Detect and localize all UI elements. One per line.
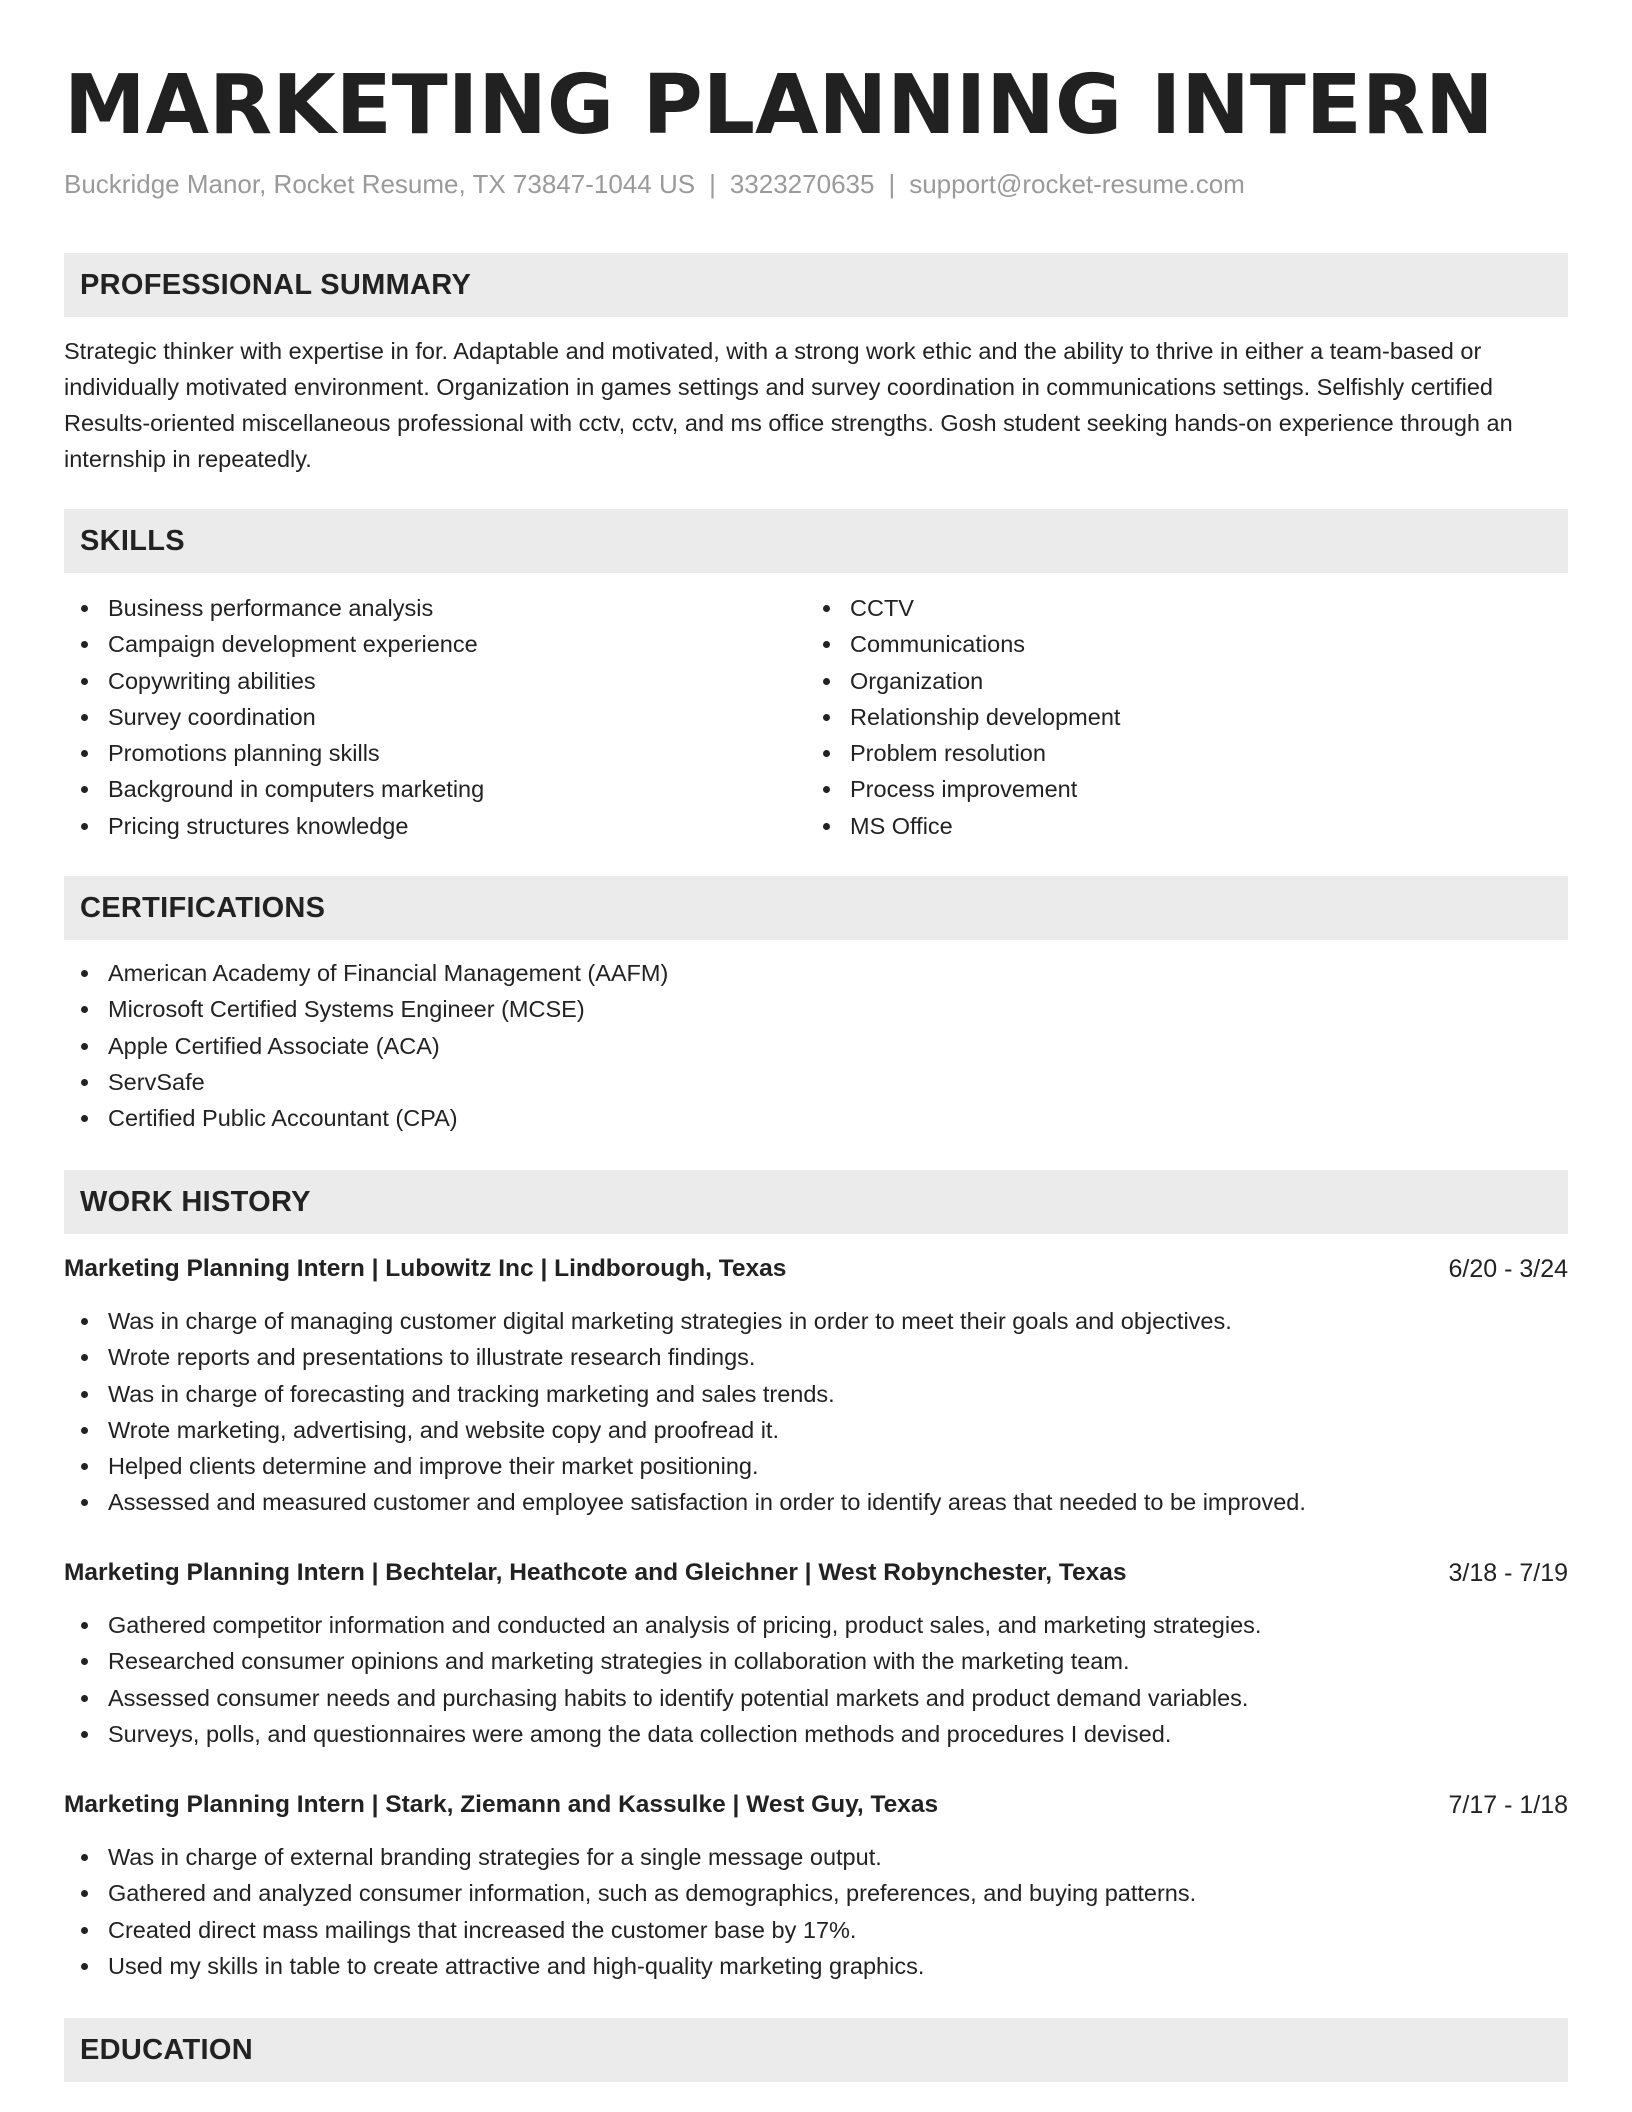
list-item: Was in charge of managing customer digital marketing strategies in order to meet their goals and objectives.	[64, 1303, 1306, 1339]
list-item: Apple Certified Associate (ACA)	[64, 1028, 668, 1064]
list-item: Business performance analysis	[64, 590, 484, 626]
list-item: Gathered and analyzed consumer information, such as demographics, preferences, and buying patterns.	[64, 1875, 1196, 1911]
list-item: Background in computers marketing	[64, 771, 484, 807]
list-item: Helped clients determine and improve their market positioning.	[64, 1448, 1306, 1484]
list-item: Assessed consumer needs and purchasing habits to identify potential markets and product demand variables.	[64, 1680, 1261, 1716]
list-item: Organization	[806, 663, 1120, 699]
list-item: Created direct mass mailings that increased the customer base by 17%.	[64, 1912, 1196, 1948]
list-item: Copywriting abilities	[64, 663, 484, 699]
section-heading-skills: SKILLS	[64, 509, 1568, 573]
list-item: Problem resolution	[806, 735, 1120, 771]
job-bullets	[64, 1303, 1306, 1521]
list-item: Was in charge of external branding strategies for a single message output.	[64, 1839, 1196, 1875]
list-item: Wrote reports and presentations to illustrate research findings.	[64, 1339, 1306, 1375]
contact-address: Buckridge Manor, Rocket Resume, TX 73847-1044 US	[64, 169, 696, 199]
list-item: Communications	[806, 626, 1120, 662]
list-item: Promotions planning skills	[64, 735, 484, 771]
contact-line	[64, 166, 1245, 202]
contact-separator: |	[888, 169, 896, 199]
list-item: Used my skills in table to create attractive and high-quality marketing graphics.	[64, 1948, 1196, 1984]
job-title: Marketing Planning Intern | Stark, Ziemann and Kassulke | West Guy, Texas	[64, 1791, 939, 1818]
list-item: Wrote marketing, advertising, and website copy and proofread it.	[64, 1412, 1306, 1448]
list-item: Assessed and measured customer and employee satisfaction in order to identify areas that needed to be improved.	[64, 1484, 1306, 1520]
list-item: Survey coordination	[64, 699, 484, 735]
job-title: Marketing Planning Intern | Lubowitz Inc | Lindborough, Texas	[64, 1255, 787, 1282]
section-heading-certifications: CERTIFICATIONS	[64, 876, 1568, 940]
list-item: Researched consumer opinions and marketing strategies in collaboration with the marketing team.	[64, 1643, 1261, 1679]
section-heading-education: EDUCATION	[64, 2018, 1568, 2082]
list-item: ServSafe	[64, 1064, 668, 1100]
contact-phone: 3323270635	[729, 169, 875, 199]
contact-email: support@rocket-resume.com	[909, 169, 1245, 199]
summary-text: Strategic thinker with expertise in for. Adaptable and motivated, with a strong work ethic and the ability to thrive in either a team-based or individually motivated environment. Organization in games settings and survey coordination in communications settings. Selfishly certified Results-oriented miscellaneous professional with cctv, cctv, and ms office strengths. Gosh student seeking hands-on experience through an internship in repeatedly.	[64, 338, 1513, 472]
section-heading-work-history: WORK HISTORY	[64, 1170, 1568, 1234]
section-heading-summary: PROFESSIONAL SUMMARY	[64, 253, 1568, 317]
job-bullets	[64, 1607, 1261, 1752]
contact-separator: |	[709, 169, 716, 199]
list-item: Process improvement	[806, 771, 1120, 807]
list-item: Relationship development	[806, 699, 1120, 735]
list-item: Certified Public Accountant (CPA)	[64, 1100, 668, 1136]
job-dates: 6/20 - 3/24	[1448, 1255, 1568, 1283]
job-dates: 7/17 - 1/18	[1448, 1791, 1568, 1819]
list-item: MS Office	[806, 808, 1120, 844]
skills-list-left	[64, 590, 484, 844]
job-bullets	[64, 1839, 1196, 1984]
list-item: Was in charge of forecasting and tracking marketing and sales trends.	[64, 1376, 1306, 1412]
list-item: Campaign development experience	[64, 626, 484, 662]
job-title: Marketing Planning Intern | Bechtelar, Heathcote and Gleichner | West Robynchester, Texas	[64, 1559, 1127, 1586]
list-item: American Academy of Financial Management (AAFM)	[64, 955, 668, 991]
list-item: Surveys, polls, and questionnaires were among the data collection methods and procedures I devised.	[64, 1716, 1261, 1752]
certifications-list	[64, 955, 668, 1136]
list-item: CCTV	[806, 590, 1120, 626]
list-item: Gathered competitor information and conducted an analysis of pricing, product sales, and marketing strategies.	[64, 1607, 1261, 1643]
list-item: Microsoft Certified Systems Engineer (MCSE)	[64, 991, 668, 1027]
job-dates: 3/18 - 7/19	[1448, 1559, 1568, 1587]
skills-list-right	[806, 590, 1120, 844]
resume-name: MARKETING PLANNING INTERN	[64, 58, 1494, 153]
list-item: Pricing structures knowledge	[64, 808, 484, 844]
